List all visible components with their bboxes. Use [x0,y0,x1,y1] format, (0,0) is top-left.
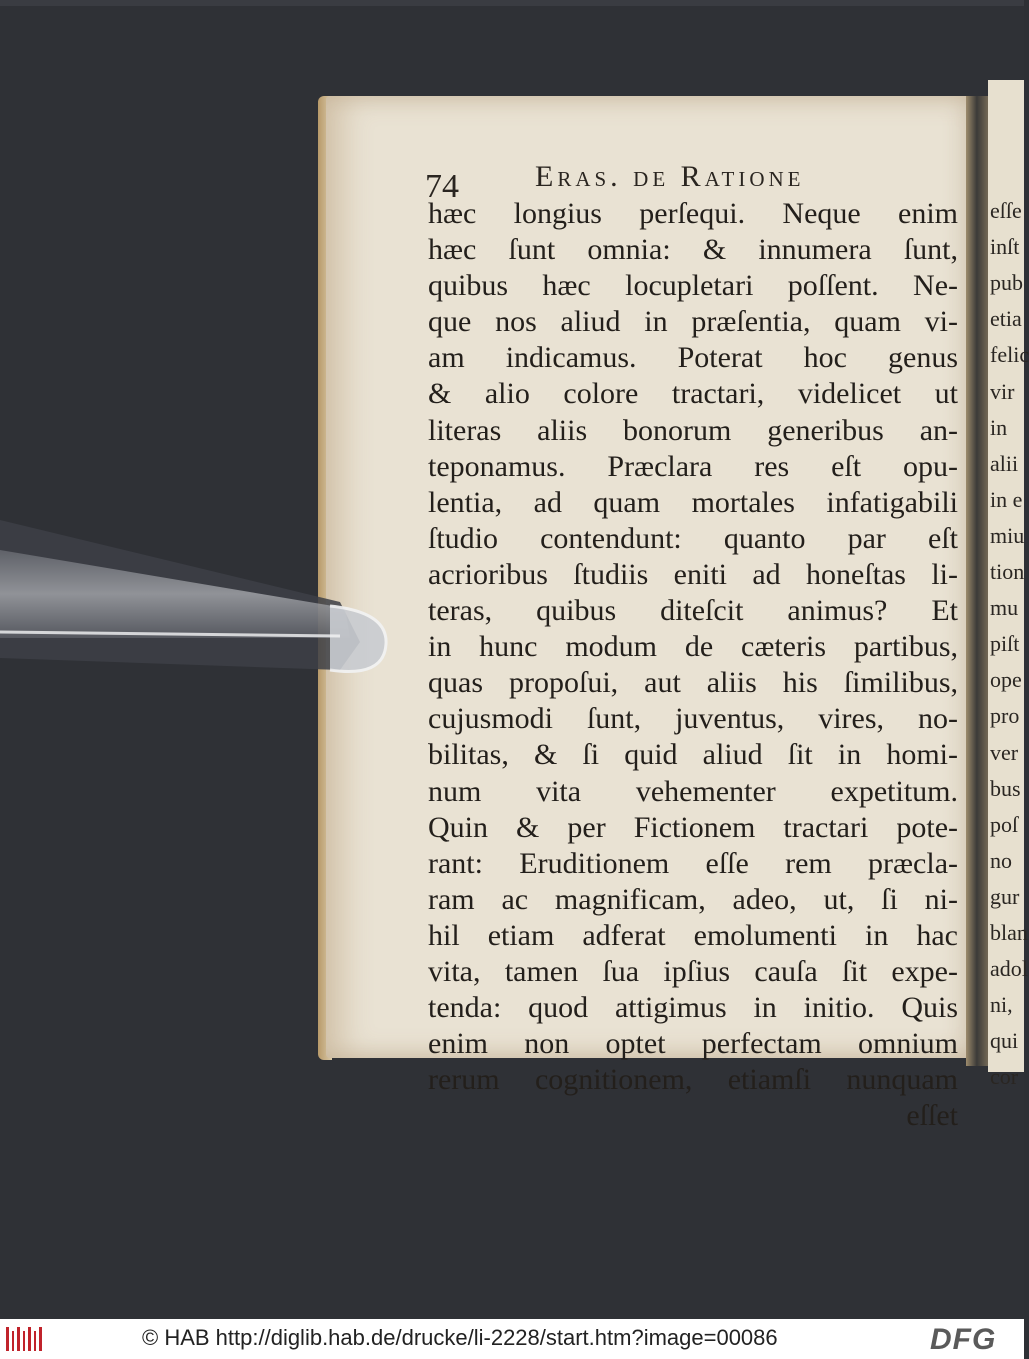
barcode-icon [6,1327,46,1351]
facing-page-text: in [990,414,1008,440]
text-line: Quin & per Fictionem tractari pote- [428,810,958,844]
text-line: acrioribus ſtudiis eniti ad honeſtas li- [428,557,958,591]
facing-page-text: bus [990,775,1021,801]
text-line: ſtudio contendunt: quanto par eſt [428,521,958,555]
text-line: am indicamus. Poterat hoc genus [428,341,958,375]
facing-page-text: piſt [990,631,1020,657]
text-line: lentia, ad quam mortales infatigabili [428,485,958,519]
facing-page-text: etia [990,306,1022,332]
text-line: teras, quibus diteſcit animus? Et [428,594,958,628]
facing-page-text: felic [990,342,1029,368]
footer-bar [0,1319,1024,1359]
facing-page-text: inſt [990,234,1020,260]
text-line: rant: Eruditionem eſſe rem præcla- [428,846,958,880]
text-line: tenda: quod attigimus in initio. Quis [428,991,958,1025]
text-line: num vita vehementer expetitum. [428,774,958,808]
text-line: vita, tamen ſua ipſius cauſa ſit expe- [428,954,958,988]
page-header [425,160,945,205]
facing-page-text: ver [990,739,1019,765]
text-line: cujusmodi ſunt, juventus, vires, no- [428,702,958,736]
facing-page-text: cor [990,1064,1019,1090]
text-line: teponamus. Præclara res eſt opu- [428,449,958,483]
text-line: & alio colore tractari, videlicet ut [428,377,958,411]
page-number: 74 [425,168,459,205]
facing-page-fragment [988,80,1029,1090]
text-line: hil etiam adferat emolumenti in hac [428,918,958,952]
book-gutter [966,96,990,1066]
text-line: rerum cognitionem, etiamſi nunquam [428,1063,958,1097]
glass-weight-icon [0,520,400,700]
facing-page-text: vir [990,378,1015,404]
facing-page-text: no [990,847,1012,873]
facing-page-text: adol [990,956,1028,982]
text-line: hæc longius perſequi. Neque enim [428,197,958,230]
facing-page-text: mu [990,595,1019,621]
facing-page-text: pro [990,703,1020,729]
facing-page-text: ope [990,667,1022,693]
facing-page-text: gur [990,883,1020,909]
cloth-seam [0,0,1024,6]
running-title: Eras. de Ratione [535,160,805,193]
dfg-logo: DFG [930,1323,997,1356]
facing-page-text: tion [990,559,1025,584]
text-line: quibus hæc locupletari poſſent. Ne- [428,269,958,303]
text-line: enim non optet perfectam omnium [428,1027,958,1061]
text-line: literas aliis bonorum generibus an- [428,413,958,447]
text-line: quas propoſui, aut aliis his ſimilibus, [428,666,958,700]
facing-page-text: blan [990,920,1028,945]
copyright-link[interactable]: © HAB http://diglib.hab.de/drucke/li-2228/start.htm?image=00086 [142,1325,778,1350]
text-line: bilitas, & ſi quid aliud ſit in homi- [428,738,958,772]
facing-page-text: eſſe [990,198,1022,223]
facing-page-text: in e [990,486,1023,512]
catchword: eſſet [906,1099,958,1133]
text-line: hæc ſunt omnia: & innumera ſunt, [428,233,958,267]
facing-page-text: alii [990,450,1019,476]
text-line: ram ac magnificam, adeo, ut, ſi ni- [428,882,958,916]
text-line: que nos aliud in præſentia, quam vi- [428,305,958,339]
text-line: in hunc modum de cæteris partibus, [428,630,958,664]
facing-page-text: miu [990,522,1025,548]
facing-page-text: pub [990,270,1023,296]
facing-page-text: ni, [990,992,1013,1018]
body-text [428,196,958,1134]
facing-page-text: qui [990,1028,1019,1054]
facing-page-text: poſ [990,811,1019,837]
